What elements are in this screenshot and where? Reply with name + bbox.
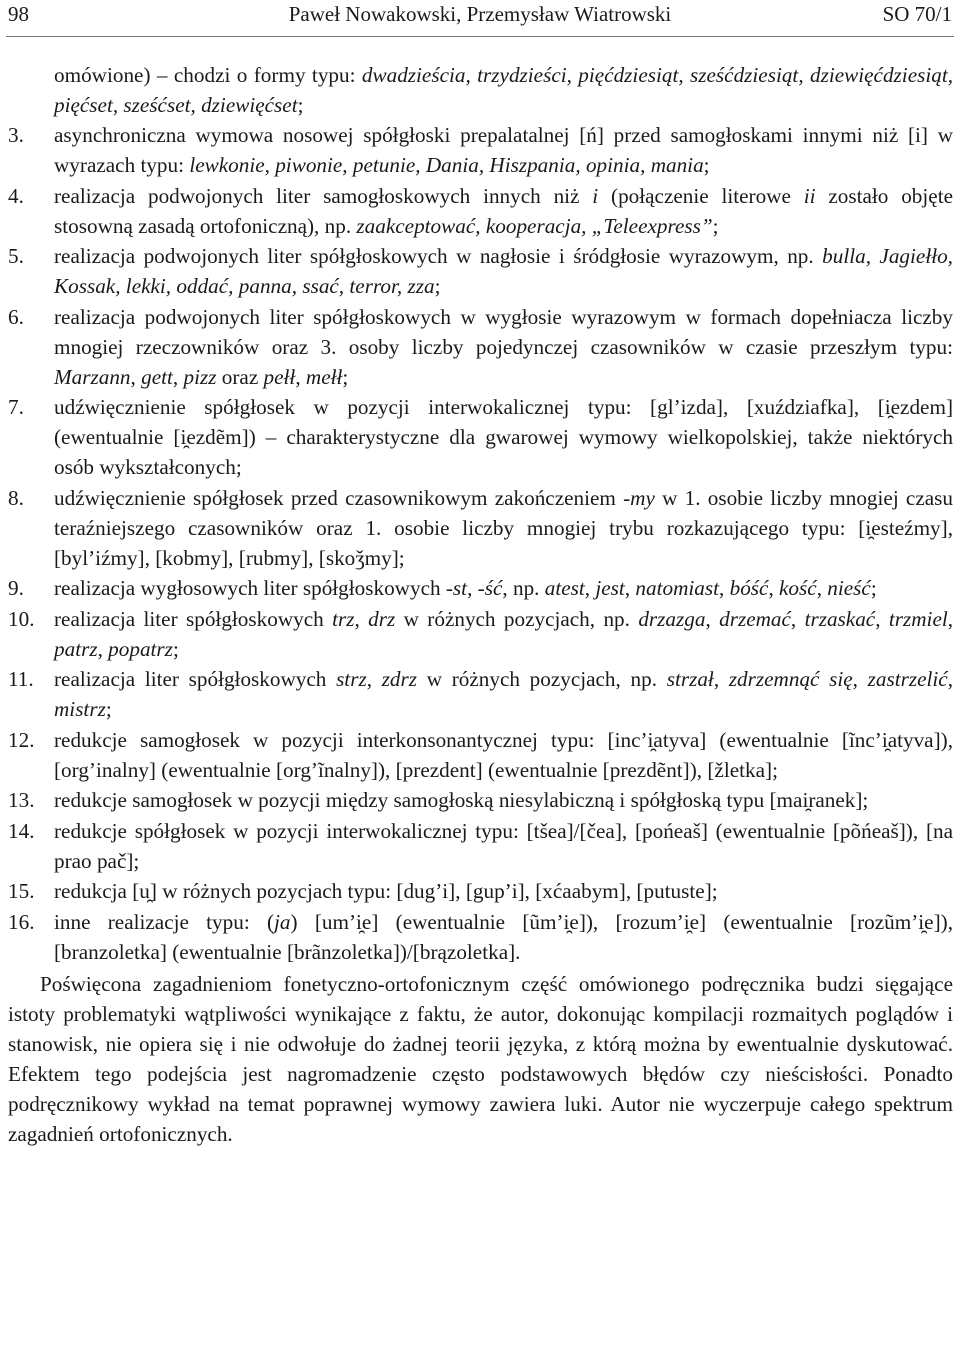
continued-list-item bbox=[8, 60, 953, 120]
text-run: , bbox=[875, 606, 889, 631]
text-run: , bbox=[713, 667, 729, 691]
text-run: udźwięcznienie spółgłosek przed czasownikowym zakończeniem - bbox=[54, 485, 631, 510]
list-item bbox=[8, 302, 953, 392]
list-item-number: 8. bbox=[8, 485, 24, 510]
list-item bbox=[8, 181, 953, 241]
text-run: redukcje samogłosek w pozycji między samogłoską niesylabiczną i spółgłoską typu [mai̯ranek]; bbox=[54, 788, 869, 812]
text-run: , bbox=[947, 606, 954, 631]
italic-text: bulla, Jagiełło, Kossak, lekki, oddać, panna, ssać, terror, zza bbox=[54, 244, 953, 298]
italic-text: strzał bbox=[666, 667, 714, 691]
text-run: realizacja liter spółgłoskowych bbox=[54, 667, 337, 691]
text-run: , bbox=[366, 667, 382, 691]
text-run: , bbox=[768, 576, 780, 600]
italic-text: ja bbox=[274, 909, 291, 934]
text-run: ; bbox=[870, 576, 877, 600]
text-run: , bbox=[97, 636, 109, 661]
text-run: udźwięcznienie spółgłosek w pozycji interwokalicznej typu: [gl’izda], [xuździafka], [i̯ezdem] (ewentualnie [i̯ezdẽm]) – charakterystyczne dla gwarowej wymowy wielkopolskiej, także niektórych osób wykształconych; bbox=[54, 395, 953, 479]
italic-text: ść bbox=[484, 576, 503, 600]
text-run: realizacja wygłosowych liter spółgłoskowych - bbox=[54, 576, 453, 600]
journal-issue: SO 70/1 bbox=[882, 2, 952, 26]
italic-text: ii bbox=[803, 183, 816, 208]
italic-text: i bbox=[592, 183, 599, 208]
text-run: realizacja podwojonych liter spółgłoskowych w nagłosie i śródgłosie wyrazowym, np. bbox=[54, 244, 823, 268]
text-run: , bbox=[852, 667, 868, 691]
italic-text: zastrzelić bbox=[867, 667, 948, 691]
italic-text: drzazga bbox=[638, 606, 706, 631]
text-run: , bbox=[172, 364, 184, 389]
italic-text: bóść bbox=[729, 576, 769, 600]
list-item bbox=[8, 725, 953, 785]
text-run: , bbox=[816, 576, 828, 600]
list-item bbox=[8, 573, 953, 603]
text-run: inne realizacje typu: ( bbox=[54, 909, 275, 934]
list-item bbox=[8, 664, 953, 724]
italic-text: mełł bbox=[305, 364, 343, 389]
list-item bbox=[8, 120, 953, 180]
text-run: , bbox=[130, 364, 142, 389]
list-item-number: 6. bbox=[8, 304, 24, 329]
text-run: realizacja liter spółgłoskowych bbox=[54, 606, 333, 631]
italic-text: Marzann bbox=[54, 364, 131, 389]
italic-text: kość bbox=[779, 576, 817, 600]
italic-text: zdrz bbox=[381, 667, 418, 691]
italic-text: patrz bbox=[54, 636, 98, 661]
italic-text: zdrzemnąć się bbox=[728, 667, 853, 691]
list-item bbox=[8, 816, 953, 876]
italic-text: my bbox=[630, 485, 655, 510]
italic-text: jest bbox=[595, 576, 625, 600]
italic-text: drz bbox=[368, 606, 396, 631]
list-item-number: 14. bbox=[8, 818, 35, 843]
italic-text: popatrz bbox=[108, 636, 173, 661]
text-run: ) [um’i̯e] (ewentualnie [ũm’i̯e]), [rozum’i̯e] (ewentualnie [rozũm’i̯e]), [branzoletka] (ewentualnie [brãnzoletka])/[brązoletka]. bbox=[54, 909, 953, 964]
list-item-number: 7. bbox=[8, 395, 24, 419]
italic-text: trz bbox=[332, 606, 355, 631]
list-item-number: 5. bbox=[8, 244, 24, 268]
list-item-number: 12. bbox=[8, 727, 35, 752]
italic-text: natomiast bbox=[635, 576, 719, 600]
list-item bbox=[8, 392, 953, 482]
list-item-number: 3. bbox=[8, 123, 24, 147]
text-run: , bbox=[354, 606, 369, 631]
italic-text: trzmiel bbox=[888, 606, 948, 631]
italic-text: strz bbox=[336, 667, 367, 691]
text-run: , bbox=[624, 576, 636, 600]
italic-text: trzaskać bbox=[804, 606, 876, 631]
closing-paragraph: Poświęcona zagadnieniom fonetyczno-ortofonicznym część omówionego podręcznika budzi sięgające istoty problematyki wątpliwości wynikające z faktu, że autor, dokonując kompilacji rozmaitych poglądów i stanowisk, nie opiera się i nie odwołuje do żadnej teorii języka, z którą można by ewentualnie dyskutować. Efektem tego podejścia jest nagromadzenie często podstawowych błędów czy nieścisłości. Ponadto podręcznikowy wykład na temat poprawnej wymowy zawiera luki. Autor nie wyczerpuje całego spektrum zagadnień ortofonicznych. bbox=[8, 972, 953, 1146]
list-item-number: 9. bbox=[8, 576, 24, 600]
text-run: w różnych pozycjach, np. bbox=[417, 667, 667, 691]
italic-text: zaakceptować, kooperacja, „Teleexpress” bbox=[356, 213, 713, 238]
text-run: redukcja [u̯] w różnych pozycjach typu: [dug’i], [gup’i], [xćaabym], [putuste]; bbox=[54, 879, 718, 903]
text-run: , bbox=[295, 364, 306, 389]
italic-text: dwadzieścia, trzydzieści, pięćdziesiąt, sześćdziesiąt, dziewięćdziesiąt, pięćset, sześćset, dziewięćset bbox=[54, 63, 954, 117]
text-run: w różnych pozycjach, np. bbox=[395, 606, 639, 631]
text-run: ; bbox=[105, 697, 112, 721]
italic-text: drzemać bbox=[719, 606, 791, 631]
italic-text: st bbox=[452, 576, 468, 600]
text-run: zostało objęte stosowną zasadą ortofoniczną), np. bbox=[54, 183, 953, 238]
text-run: , - bbox=[467, 576, 485, 600]
text-run: , bbox=[705, 606, 720, 631]
text-run: ; bbox=[434, 274, 441, 298]
italic-text: pełł bbox=[263, 364, 296, 389]
header-rule bbox=[6, 36, 954, 37]
text-run: ; bbox=[712, 213, 719, 238]
list-item bbox=[8, 907, 953, 967]
page-header bbox=[8, 0, 952, 30]
numbered-list bbox=[8, 120, 953, 967]
list-item bbox=[8, 785, 953, 815]
list-item-number: 16. bbox=[8, 909, 35, 934]
list-item bbox=[8, 876, 953, 906]
text-run: , bbox=[790, 606, 805, 631]
italic-text: mistrz bbox=[54, 697, 106, 721]
italic-text: pizz bbox=[183, 364, 217, 389]
italic-text: nieść bbox=[827, 576, 871, 600]
article-body bbox=[8, 60, 953, 1149]
list-item-number: 10. bbox=[8, 606, 35, 631]
text-run: , bbox=[584, 576, 596, 600]
text-run: realizacja podwojonych liter spółgłoskowych w wygłosie wyrazowym w formach dopełniacza liczby mnogiej rzeczowników oraz 3. osoby liczby pojedynczej czasowników w czasie przeszłym typu: bbox=[54, 304, 953, 359]
text-run: redukcje samogłosek w pozycji interkonsonantycznej typu: [inc’i̯atyva] (ewentualnie [ĩnc’i̯atyva]), [org’inalny] (ewentualnie [org’ĩnalny]), [prezdent] (ewentualnie [prezdẽnt]), [žletka]; bbox=[54, 727, 953, 782]
list-item bbox=[8, 241, 953, 301]
text-run: realizacja podwojonych liter samogłoskowych innych niż bbox=[54, 183, 593, 208]
list-item bbox=[8, 483, 953, 573]
text-run: ; bbox=[172, 636, 179, 661]
page-number: 98 bbox=[8, 2, 29, 26]
list-item-number: 15. bbox=[8, 879, 35, 903]
text-run: redukcje spółgłosek w pozycji interwokalicznej typu: [tšea]/[čea], [pońeaš] (ewentualnie [põńeaš]), [na prao pač]; bbox=[54, 818, 953, 873]
running-authors: Paweł Nowakowski, Przemysław Wiatrowski bbox=[288, 2, 672, 26]
text-run: (połączenie literowe bbox=[598, 183, 804, 208]
text-run: ; bbox=[703, 153, 710, 177]
text-run: , bbox=[719, 576, 730, 600]
list-item-number: 4. bbox=[8, 183, 24, 208]
text-run: w 1. osobie liczby mnogiej czasu teraźniejszego czasowników oraz 1. osobie liczby mnogiej trybu rozkazującego typu: [i̯esteźmy], [byl’iźmy], [kobmy], [rubmy], [skoǯmy]; bbox=[54, 485, 953, 570]
list-item bbox=[8, 604, 953, 664]
text-run: , np. bbox=[502, 576, 545, 600]
italic-text: atest bbox=[544, 576, 585, 600]
text-run: ; bbox=[342, 364, 349, 389]
text-run: oraz bbox=[216, 364, 264, 389]
italic-text: lewkonie, piwonie, petunie, Dania, Hiszpania, opinia, mania bbox=[189, 153, 704, 177]
list-item-number: 11. bbox=[8, 667, 34, 691]
text-run: asynchroniczna wymowa nosowej spółgłoski prepalatalnej [ń] przed samogłoskami innymi niż [i] w wyrazach typu: bbox=[54, 123, 953, 177]
italic-text: gett bbox=[141, 364, 173, 389]
text-run: ; bbox=[297, 93, 304, 117]
list-item-number: 13. bbox=[8, 788, 35, 812]
text-run: , bbox=[947, 667, 954, 691]
text-run: omówione) – chodzi o formy typu: bbox=[54, 63, 362, 87]
